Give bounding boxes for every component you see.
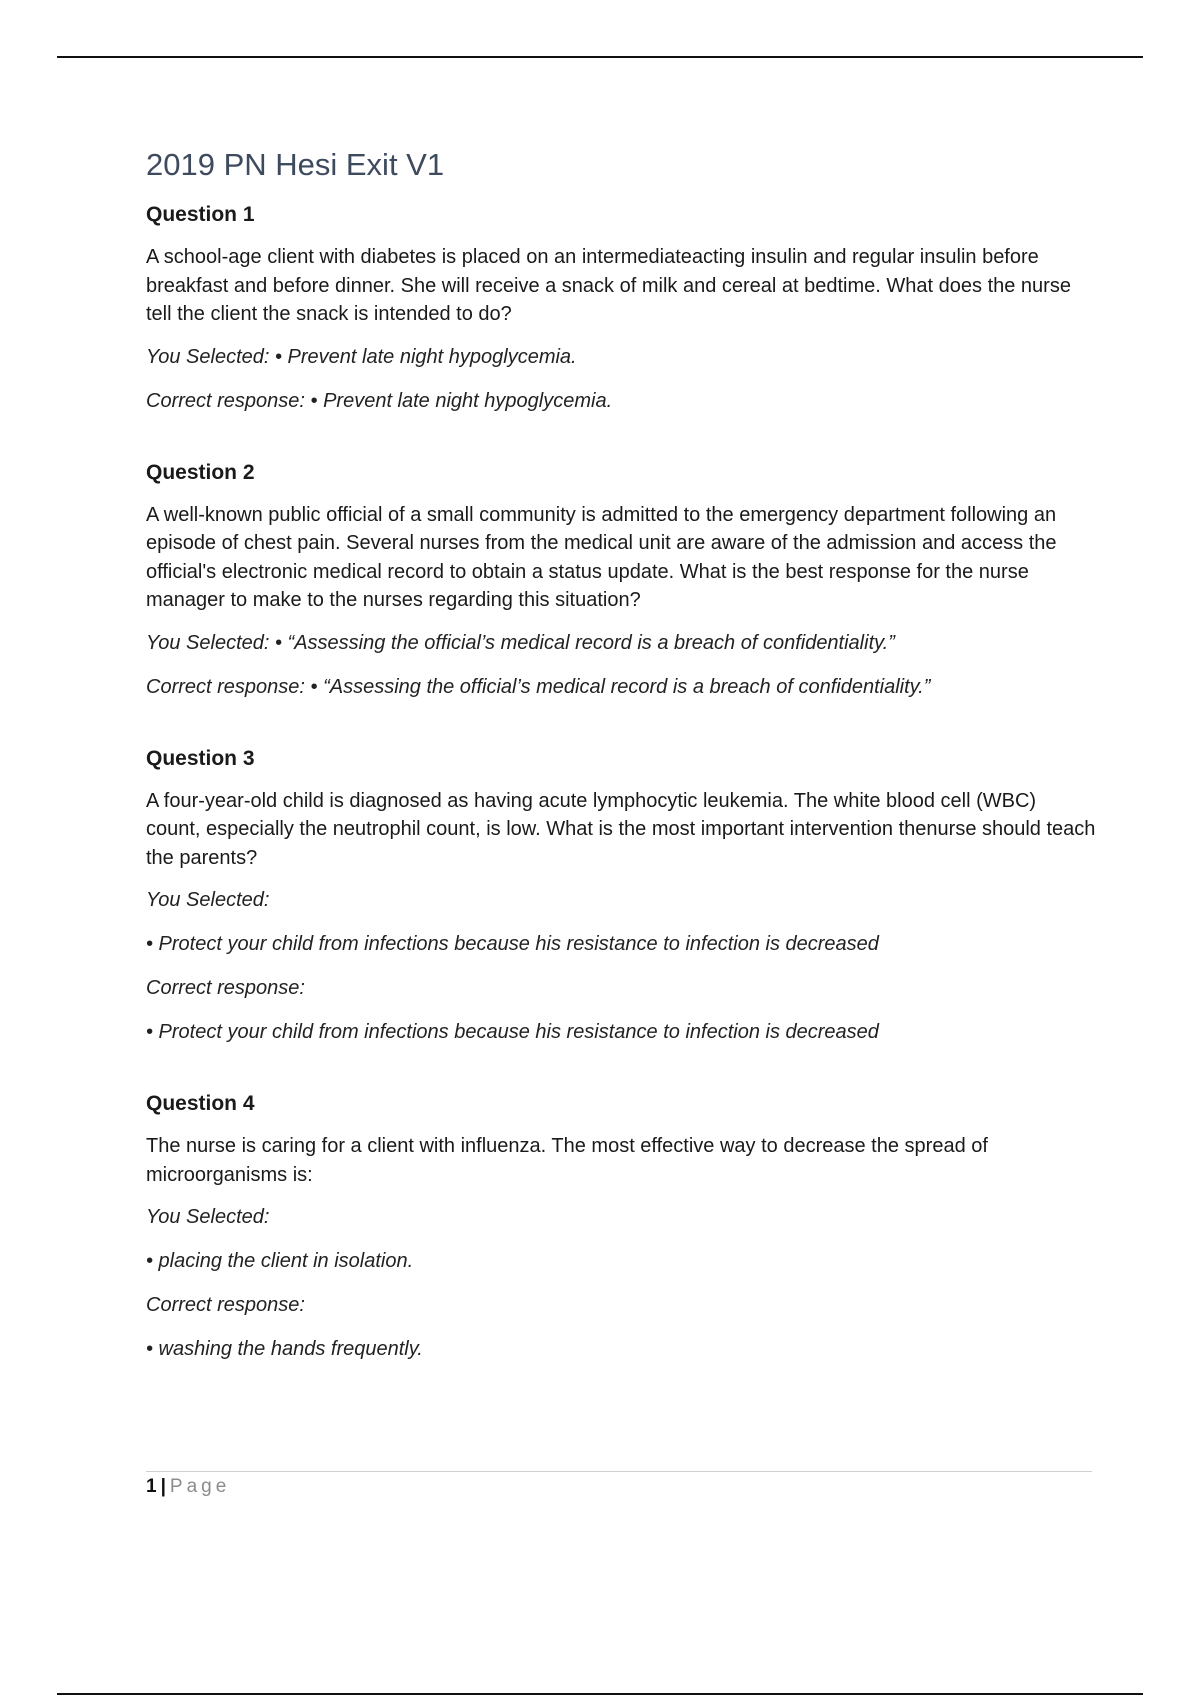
- correct-response-label: Correct response:: [146, 977, 305, 999]
- question-block: [146, 745, 1096, 1047]
- correct-response-line: Correct response: • “Assessing the official’s medical record is a breach of confidentiality.”: [146, 675, 931, 698]
- you-selected-label: You Selected:: [146, 889, 270, 911]
- correct-response-line: Correct response: • Prevent late night hypoglycemia.: [146, 389, 613, 412]
- question-heading: Question 4: [146, 1092, 255, 1115]
- question-heading: Question 3: [146, 746, 255, 770]
- question-block: [146, 1090, 1096, 1363]
- question-block: [146, 459, 1096, 701]
- top-rule: [57, 56, 1143, 58]
- footer-separator: |: [160, 1476, 166, 1497]
- selected-answer: • Protect your child from infections because his resistance to infection is decreased: [146, 933, 879, 955]
- question-text: A four-year-old child is diagnosed as having acute lymphocytic leukemia. The white blood cell (WBC) count, especially the neutrophil count, is low. What is the most important intervention thenurse should teach the parents?: [146, 789, 1096, 869]
- question-text: A school-age client with diabetes is placed on an intermediateacting insulin and regular insulin before breakfast and before dinner. She will receive a snack of milk and cereal at bedtime. What does the nurse tell the client the snack is intended to do?: [146, 246, 1071, 325]
- question-text: A well-known public official of a small community is admitted to the emergency department following an episode of chest pain. Several nurses from the medical unit are aware of the admission and access the official's electronic medical record to obtain a status update. What is the best response for the nurse manager to make to the nurses regarding this situation?: [146, 503, 1057, 611]
- document-body: [146, 145, 1096, 1407]
- you-selected-label: You Selected:: [146, 1206, 270, 1228]
- question-block: [146, 201, 1096, 415]
- question-text: The nurse is caring for a client with influenza. The most effective way to decrease the spread of microorganisms is:: [146, 1135, 988, 1186]
- page-label: Page: [169, 1476, 231, 1497]
- correct-response-label: Correct response:: [146, 1294, 305, 1316]
- page-number: 1: [146, 1476, 157, 1497]
- page-footer: [146, 1475, 230, 1499]
- bottom-rule: [57, 1693, 1143, 1695]
- document-title: 2019 PN Hesi Exit V1: [146, 147, 445, 182]
- question-heading: Question 1: [146, 203, 255, 226]
- correct-answer: • washing the hands frequently.: [146, 1338, 423, 1360]
- you-selected-line: You Selected: • Prevent late night hypoglycemia.: [146, 345, 577, 368]
- you-selected-line: You Selected: • “Assessing the official’s medical record is a breach of confidentiality.”: [146, 631, 895, 654]
- correct-answer: • Protect your child from infections because his resistance to infection is decreased: [146, 1021, 879, 1043]
- selected-answer: • placing the client in isolation.: [146, 1250, 414, 1272]
- footer-rule: [146, 1471, 1092, 1472]
- question-heading: Question 2: [146, 460, 255, 484]
